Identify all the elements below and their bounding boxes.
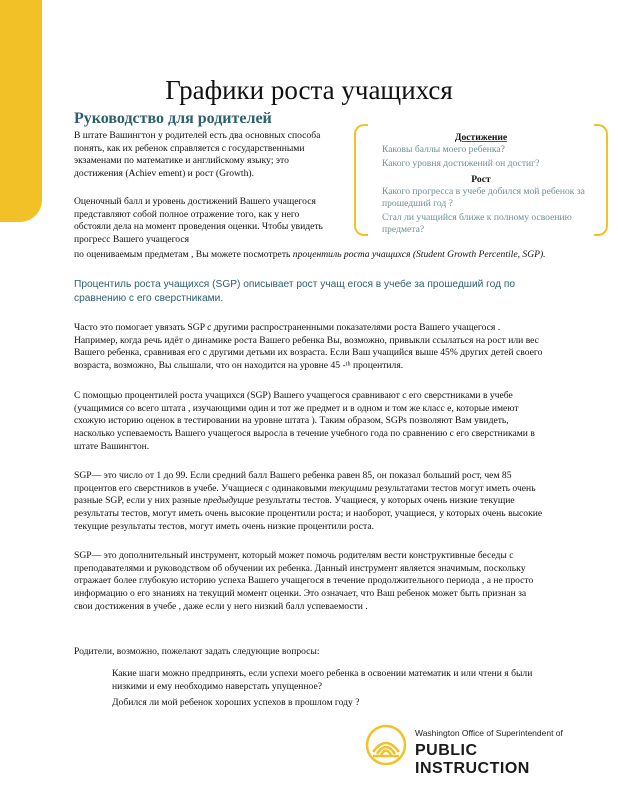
- achievement-paragraph-cont: [74, 249, 594, 262]
- list-item: [92, 697, 562, 710]
- question-text: Каковы баллы моего ребенка?: [382, 144, 505, 155]
- text: результатами тестов могут иметь очень разные SGP, если у них разные: [74, 482, 536, 507]
- logo-org-name: Washington Office of Superintendent of: [415, 728, 563, 738]
- callout-box: [354, 124, 608, 236]
- growth-question: [366, 186, 592, 210]
- paragraph-tool: SGP— это дополнительный инструмент, который может помочь родителям вести конструктивные беседы с преподавателями и руководством об обучении их ребенка. Данный инструмент является значимым, поскольку отражает более глубокую историю успеха Вашего учащегося в течение продолжительного периода , а не просто информацию о его знаниях на текущий момент оценки. Это означает, что Ваш ребенок может быть признан за свои достижения в учебе , даже если у него низкий балл успеваемости .: [74, 550, 534, 612]
- ospi-logo: [365, 722, 595, 777]
- achievement-header: Достижение: [454, 132, 508, 143]
- page-subtitle: Руководство для родителей: [74, 110, 272, 127]
- text: SGP— это число от 1 до 99. Если средний балл Вашего ребенка равен 85, он показал больший рост, чем 85 процентов его сверстников в учебе. Учащиеся с одинаковыми: [74, 470, 512, 494]
- text: результаты тестов. Учащиеся, у которых очень низкие текущие результаты тестов, могут иметь очень высокие процентили роста; и наоборот, учащиеся, у которых очень высокие текущие результаты тестов, могут иметь очень низкие процентили роста.: [74, 495, 543, 532]
- question-text: Какого прогресса в учебе добился мой ребенок за прошедший год ?: [382, 186, 585, 209]
- sun-icon: [365, 724, 407, 766]
- question-list: [92, 668, 562, 714]
- question-text: Какие шаги можно предпринять, если успехи моего ребенка в освоении математик и или чтени я были низкими и ему необходимо наверстать упущенное?: [112, 668, 533, 692]
- achievement-question: [366, 158, 592, 170]
- emphasis-current: текущими: [329, 482, 373, 494]
- question-text: Добился ли мой ребенок хороших успехов в прошлом году ?: [112, 697, 360, 709]
- intro-paragraph: В штате Вашингтон у родителей есть два основных способа понять, как их ребенок справляется с государственными экзаменами по математике и английскому языку; это достижения (Achiev ement) и рост (Growth).: [74, 130, 321, 180]
- page-title: Графики роста учащихся: [165, 75, 453, 105]
- paragraph-analogy: Часто это помогает увязать SGP с другими распространенными показателями роста Вашего учащегося . Например, когда речь идёт о динамике роста Вашего ребенка Вы, возможно, привыкли ссылаться на рост или вес Вашего ребенка, сравнивая его с другими детьми их возраста. Если Ваш учащийся выше 45% других детей своего возраста, возможно, Вы слышали, что он находится на уровне 45 -ᵗʰ процентиля.: [74, 322, 543, 372]
- text: по оцениваемым предметам , Вы можете посмотреть: [74, 249, 291, 260]
- emphasis-previous: предыдущие: [203, 495, 254, 507]
- question-text: Стал ли учащийся ближе к полному освоению предмета?: [382, 212, 572, 235]
- question-text: Какого уровня достижений он достиг?: [382, 158, 540, 169]
- paragraph-sgp-range: [74, 470, 544, 534]
- logo-name: PUBLIC INSTRUCTION: [415, 742, 530, 777]
- growth-header: Рост: [471, 174, 491, 185]
- list-item: [92, 668, 562, 693]
- achievement-paragraph: Оценочный балл и уровень достижений Вашего учащегося представляют собой полное отражение того, как у него обстояли дела на момент проведения оценки. Чтобы увидеть прогресс Вашего учащегося: [74, 196, 323, 246]
- sgp-definition: Процентиль роста учащихся (SGP) описывает рост учащ егося в учебе за прошедший год по сравнению с его сверстниками.: [74, 279, 516, 304]
- paragraph-peers: С помощью процентилей роста учащихся (SGP) Вашего учащегося сравнивают с его сверстниками в учебе (учащимися со всего штата , изучающими один и тот же предмет и в одном и том же класс е, которые имеют схожую историю оценок в тестировании на уровне штата ). Таким образом, SGPs позволяют Вам увидеть, насколько успеваемость Вашего учащегося выросла в течение учебного года по сравнению с его сверстниками в штате Вашингтон.: [74, 390, 535, 452]
- sgp-term: процентиль роста учащихся (Student Growth Percentile, SGP).: [292, 249, 546, 260]
- growth-question: [366, 212, 592, 236]
- achievement-question: [366, 144, 592, 156]
- paragraph-questions-intro: Родители, возможно, пожелают задать следующие вопросы:: [74, 646, 320, 657]
- accent-bar: [0, 0, 42, 222]
